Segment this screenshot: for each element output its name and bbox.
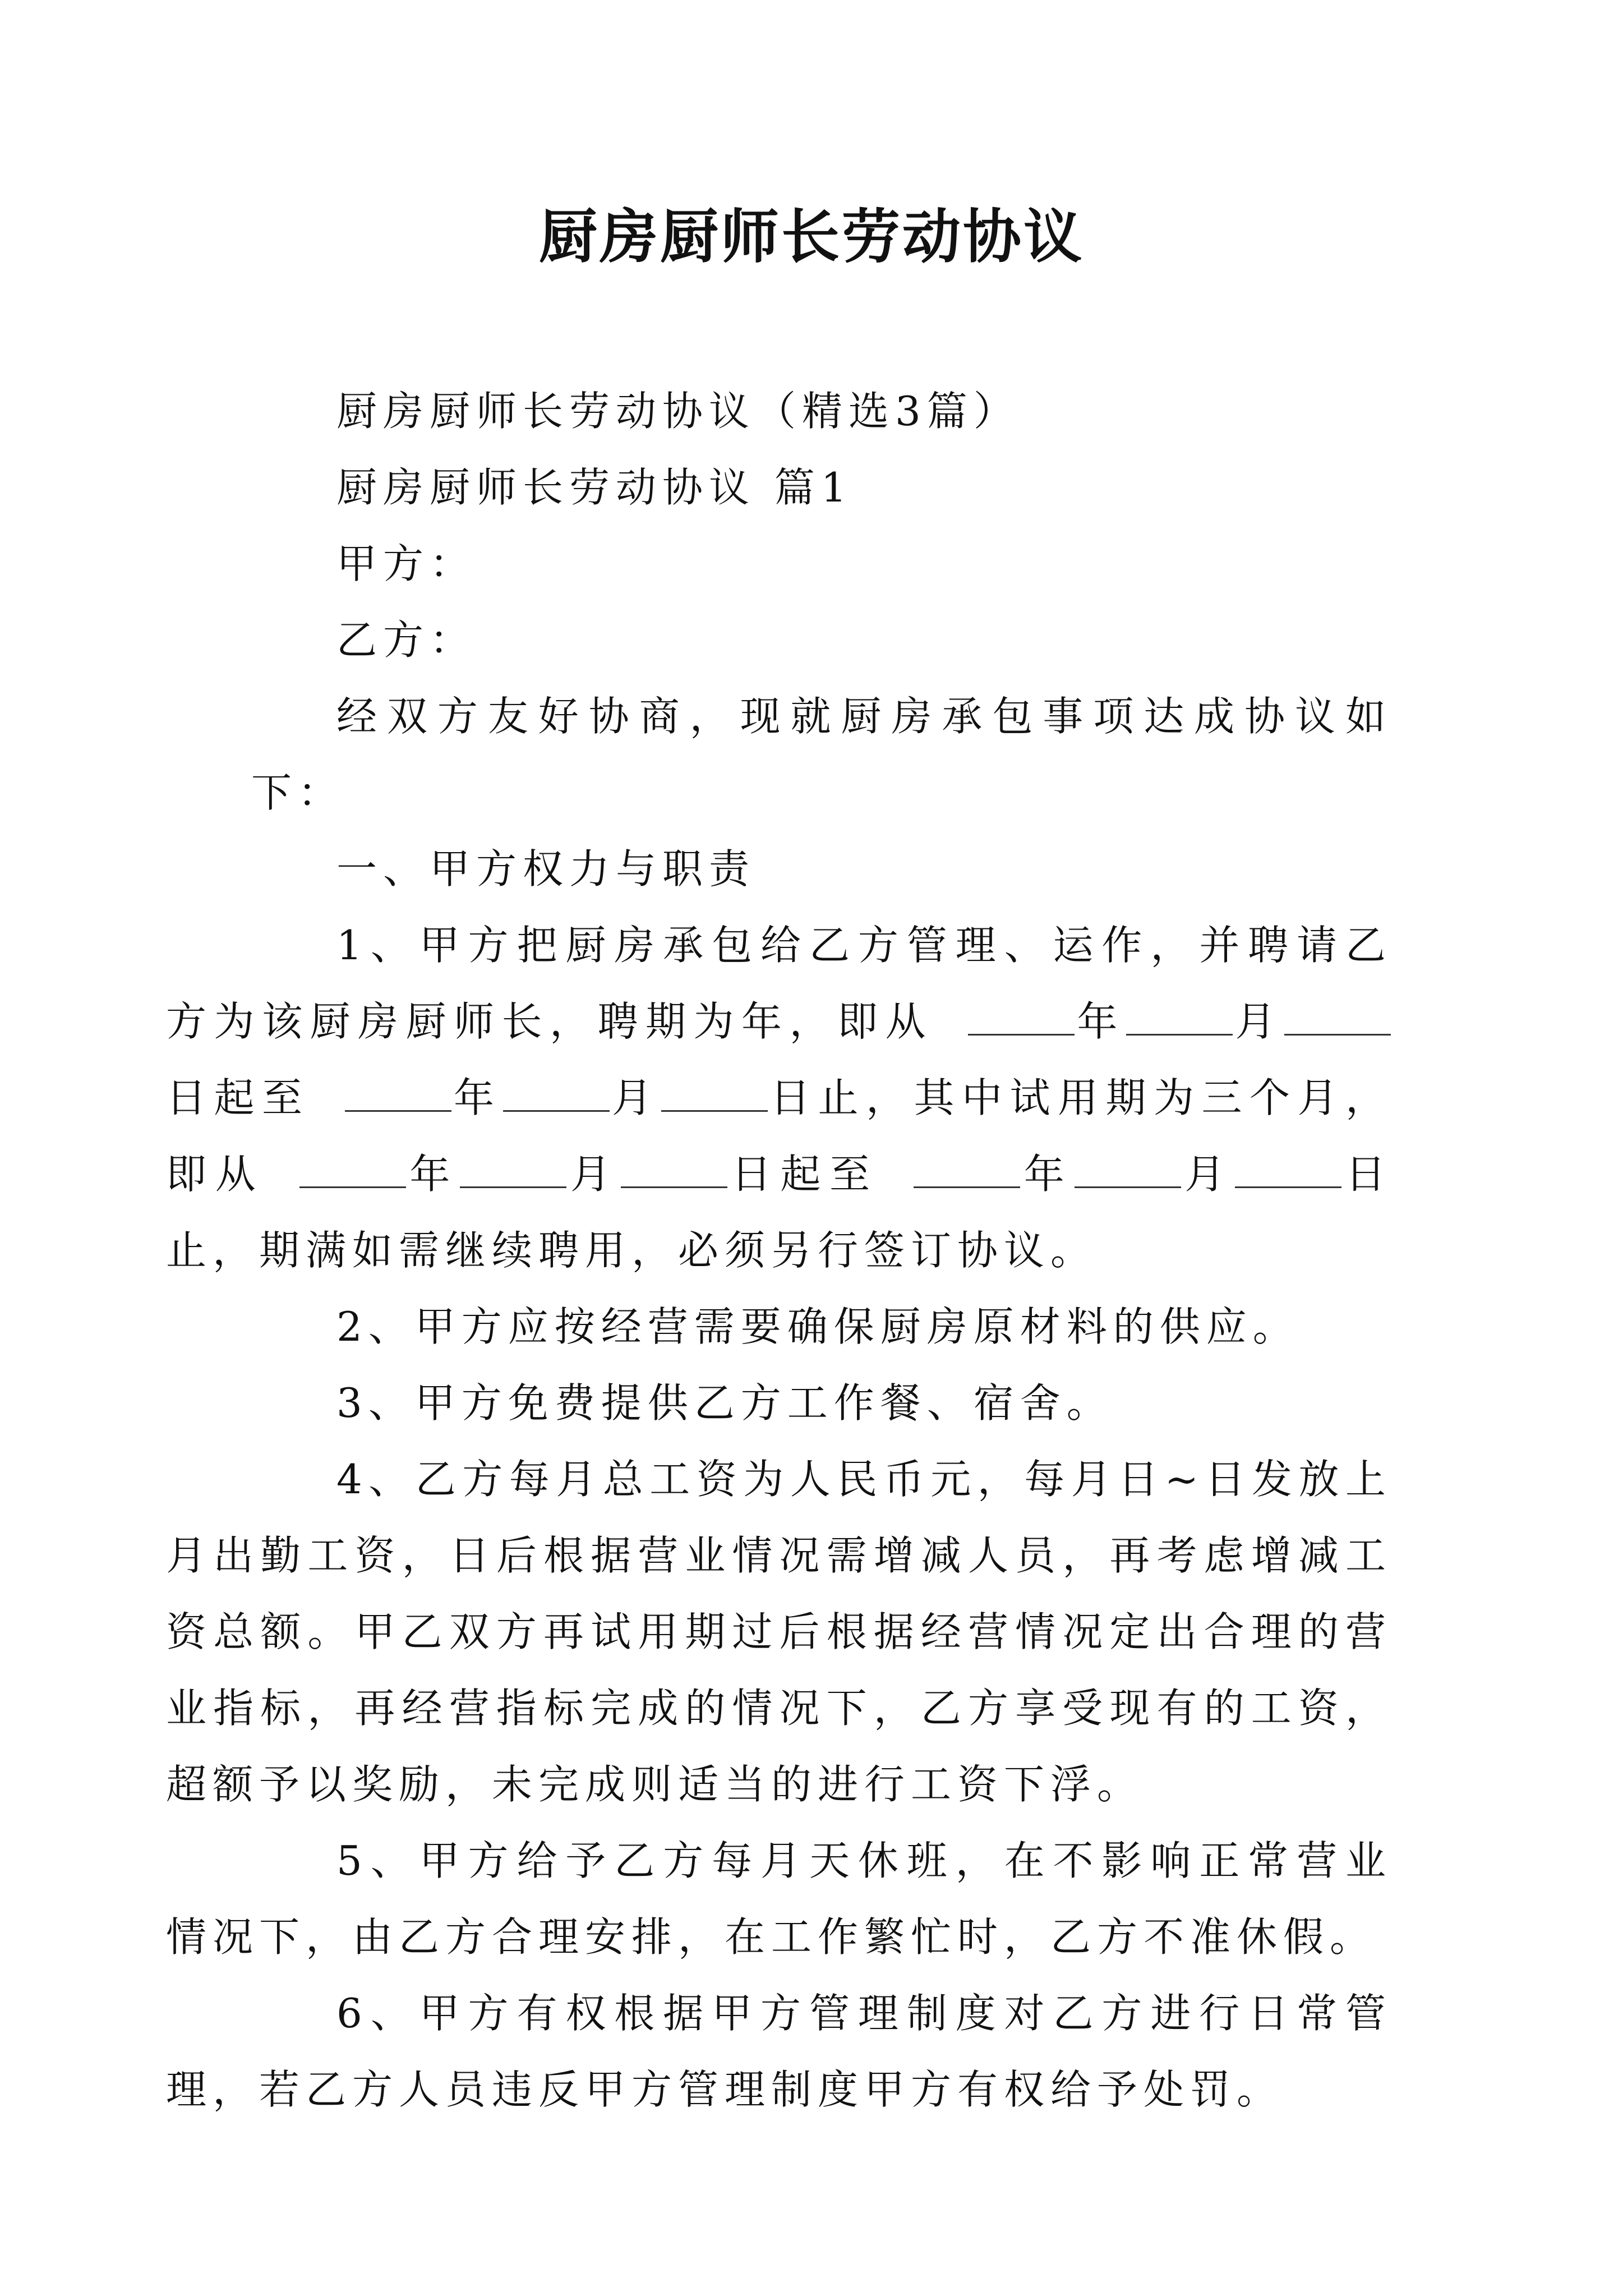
party-b-line: 乙方：: [336, 616, 477, 664]
clause-3: 3、甲方免费提供乙方工作餐、宿舍。: [336, 1379, 1113, 1427]
clause-1: [166, 907, 1392, 1289]
date-blank: [1126, 999, 1233, 1036]
date-blank: [460, 1152, 566, 1188]
date-blank: [1075, 1152, 1181, 1188]
date-blank: [914, 1152, 1020, 1188]
month-label: 月: [610, 1074, 660, 1121]
date-blank: [621, 1152, 727, 1188]
date-blank: [345, 1075, 451, 1112]
clause-5: 5、甲方给予乙方每月天休班，在不影响正常营业情况下，由乙方合理安排，在工作繁忙时，乙方不准休假。: [166, 1837, 1392, 1961]
document-body: [166, 373, 1392, 2128]
day-label: 日起至: [728, 1151, 879, 1198]
party-a-line: 甲方：: [336, 540, 477, 587]
date-blank: [968, 999, 1075, 1036]
day-label: 日: [166, 1074, 214, 1121]
document-title: 厨房厨师长劳动协议: [538, 202, 1084, 271]
clause-2: 2、甲方应按经营需要确保厨房原材料的供应。: [336, 1303, 1299, 1350]
article-heading: 一、甲方权力与职责: [336, 845, 756, 892]
clause-1-text-a: 1、甲方把厨房承包给乙方管理、运作，并聘请乙方为该厨房厨师长，聘期为年，即从: [166, 922, 1392, 1045]
clause-6: 6、甲方有权根据甲方管理制度对乙方进行日常管理，若乙方人员违反甲方管理制度甲方有权给予处罚。: [166, 1990, 1392, 2113]
date-blank: [503, 1075, 610, 1112]
intro-paragraph: 经双方友好协商，现就厨房承包事项达成协议如下：: [251, 693, 1392, 816]
date-blank: [661, 1075, 768, 1112]
year-label: 年: [407, 1151, 459, 1198]
month-label: 月: [1233, 998, 1283, 1045]
day-label: 日止，其中试用期为三个月，即从: [166, 1074, 1392, 1198]
month-label: 月: [568, 1151, 620, 1198]
clause-1-text-c: 日止，期满如需继续聘用，必须另行签订协议。: [166, 1151, 1392, 1274]
clause-1-text-b: 起至: [214, 1074, 310, 1121]
year-label: 年: [1075, 998, 1125, 1045]
year-label: 年: [452, 1074, 502, 1121]
subtitle-paragraph: 厨房厨师长劳动协议（精选3篇）: [336, 388, 1020, 435]
section-heading: 厨房厨师长劳动协议 篇1: [336, 464, 853, 511]
year-label: 年: [1021, 1151, 1073, 1198]
date-blank: [1235, 1152, 1341, 1188]
month-label: 月: [1182, 1151, 1234, 1198]
clause-4: 4、乙方每月总工资为人民币元，每月日~日发放上月出勤工资，日后根据营业情况需增减人员，再考虑增减工资总额。甲乙双方再试用期过后根据经营情况定出合理的营业指标，再经营指标完成的情况下，乙方享受现有的工资，超额予以奖励，未完成则适当的进行工资下浮。: [166, 1456, 1392, 1808]
date-blank: [299, 1152, 406, 1188]
date-blank: [1284, 999, 1391, 1036]
